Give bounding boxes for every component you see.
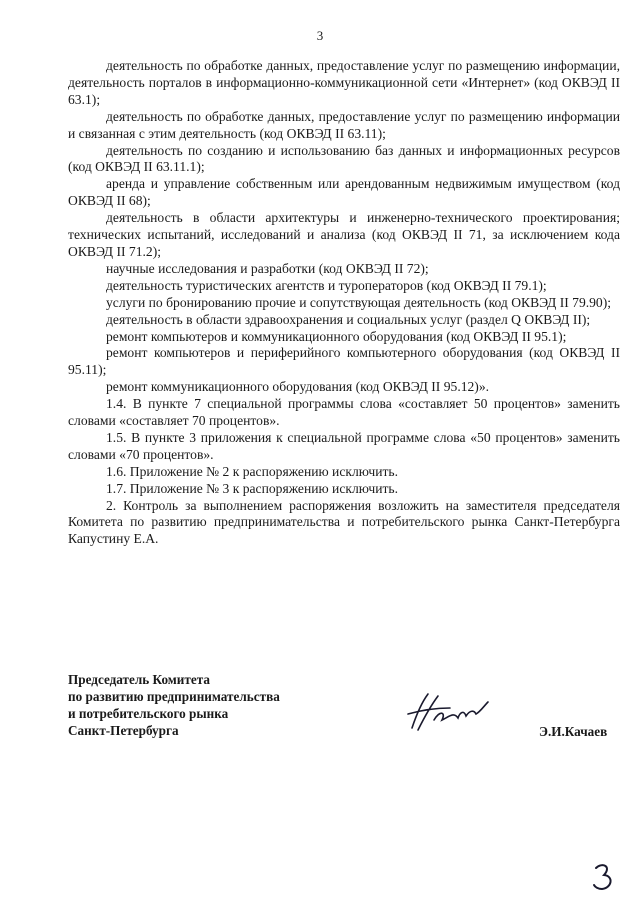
paragraph: услуги по бронированию прочие и сопутствующая деятельность (код ОКВЭД II 79.90); (106, 294, 612, 310)
handwritten-signature (398, 690, 490, 740)
paragraph: ремонт коммуникационного оборудования (код ОКВЭД II 95.12)». (106, 379, 490, 395)
paragraph: деятельность туристических агентств и туроператоров (код ОКВЭД II 79.1); (106, 277, 547, 293)
paragraph: ремонт компьютеров и периферийного компьютерного оборудования (код ОКВЭД II 95.11); (68, 345, 620, 378)
paragraph: деятельность по обработке данных, предоставление услуг по размещению информации, деятельность порталов в информационно-коммуникационной сети «Интернет» (код ОКВЭД II 63.1); (68, 58, 620, 107)
paragraph: ремонт компьютеров и коммуникационного оборудования (код ОКВЭД II 95.1); (106, 328, 567, 344)
paragraph: деятельность по созданию и использованию баз данных и информационных ресурсов (код ОКВЭД II 63.11.1); (68, 142, 620, 175)
paragraph: деятельность в области здравоохранения и социальных услуг (раздел Q ОКВЭД II); (106, 311, 591, 327)
document-body (68, 58, 620, 548)
page-number: 3 (316, 28, 324, 43)
paragraph: деятельность по обработке данных, предоставление услуг по размещению информации и связанная с этим деятельность (код ОКВЭД II 63.11); (68, 108, 620, 141)
signer-title-line: Санкт-Петербурга (68, 723, 179, 738)
signature-title-block (68, 671, 280, 739)
paragraph: 2. Контроль за выполнением распоряжения возложить на заместителя председателя Комитета по развитию предпринимательства и потребительского рынка Санкт-Петербурга Капустину Е.А. (68, 497, 620, 547)
paragraph: 1.6. Приложение № 2 к распоряжению исключить. (106, 463, 399, 479)
signer-title-line: и потребительского рынка (68, 706, 229, 721)
paragraph: 1.4. В пункте 7 специальной программы слова «составляет 50 процентов» заменить словами «составляет 70 процентов». (68, 396, 620, 429)
paragraph: деятельность в области архитектуры и инженерно-технического проектирования; технических испытаний, исследований и анализа (код ОКВЭД II 71, за исключением кода ОКВЭД II 71.2); (68, 210, 620, 259)
paragraph: аренда и управление собственным или арендованным недвижимым имуществом (код ОКВЭД II 68); (68, 176, 620, 209)
signer-name: Э.И.Качаев (539, 724, 608, 739)
signer-title-line: Председатель Комитета (68, 672, 210, 687)
signer-title-line: по развитию предпринимательства (68, 689, 280, 704)
paragraph: 1.5. В пункте 3 приложения к специальной программе слова «50 процентов» заменить словами «70 процентов». (68, 429, 620, 462)
paragraph: 1.7. Приложение № 3 к распоряжению исключить. (106, 480, 399, 496)
paragraph: научные исследования и разработки (код ОКВЭД II 72); (106, 260, 429, 276)
handwritten-page-number (590, 862, 616, 892)
